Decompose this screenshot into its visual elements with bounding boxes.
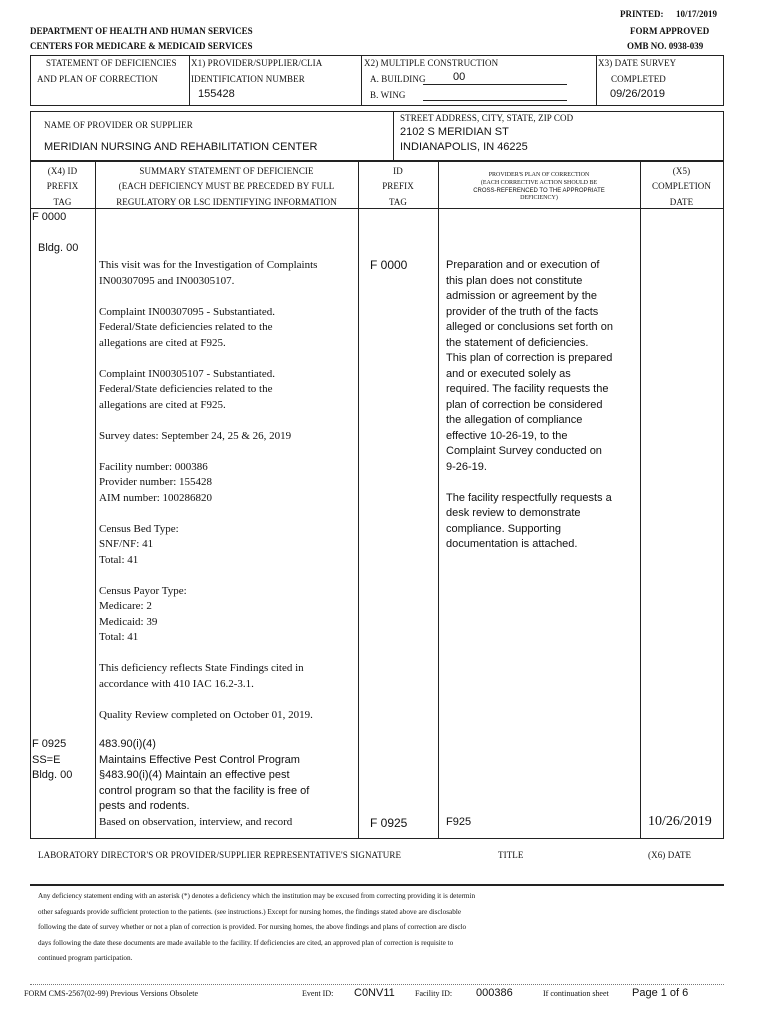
col-plan-4: DEFICIENCY) (520, 195, 558, 201)
date-survey-label-1: X3) DATE SURVEY (598, 58, 677, 68)
address-label: STREET ADDRESS, CITY, STATE, ZIP COD (400, 113, 574, 123)
row2-plan: F925 (446, 816, 472, 828)
provider-id-label-1: X1) PROVIDER/SUPPLIER/CLIA (191, 58, 323, 68)
wing-label: B. WING (370, 90, 406, 100)
col-x5-2: COMPLETION (652, 181, 711, 191)
address-line-1: 2102 S MERIDIAN ST (400, 126, 509, 138)
provider-name-value: MERIDIAN NURSING AND REHABILITATION CENTER (44, 141, 318, 153)
x6-date-label: (X6) DATE (648, 850, 692, 860)
plan-paragraph: Preparation and or execution of this plan does not constitute admission or agreement by the provider of the truth of the facts alleged or conclusions set forth on the statement of deficiencies. This plan of correction is prepared and or executed solely as required. The facility requests the plan of correction be considered the allegation of compliance effective 10-26-19, to the Complaint Survey conducted on 9-26-19. (446, 259, 613, 473)
summary-paragraph: Census Bed Type: SNF/NF: 41 Total: 41 (99, 522, 179, 566)
col-x5-1: (X5) (672, 166, 691, 176)
col-plan-2: (EACH CORRECTIVE ACTION SHOULD BE (480, 180, 598, 186)
building-label: A. BUILDING (370, 74, 426, 84)
building-value: 00 (453, 71, 466, 83)
col-x5-3: DATE (669, 197, 694, 207)
address-line-2: INDIANAPOLIS, IN 46225 (400, 141, 528, 153)
col-x4-1: (X4) ID (47, 166, 78, 176)
form-number: FORM CMS-2567(02-99) Previous Versions Obsolete (24, 989, 199, 998)
plan-paragraph: The facility respectfully requests a desk review to demonstrate compliance. Supporting documentation is attached. (446, 491, 612, 550)
event-id-value: C0NV11 (354, 987, 395, 999)
row2-completion-date: 10/26/2019 (648, 814, 712, 829)
continuation-label: If continuation sheet (543, 989, 609, 998)
col-id-3: TAG (388, 197, 408, 207)
summary-paragraph: Census Payor Type: Medicare: 2 Medicaid: 39 Total: 41 (99, 584, 187, 643)
row2-id: F 0925 (370, 816, 408, 830)
page-number: Page 1 of 6 (632, 987, 689, 999)
col-x4-3: TAG (53, 197, 72, 207)
omb-number: OMB NO. 0938-039 (627, 41, 704, 51)
centers-name: CENTERS FOR MEDICARE & MEDICAID SERVICES (30, 41, 253, 51)
date-survey-label-2: COMPLETED (611, 74, 666, 84)
printed-label: PRINTED: (620, 9, 664, 19)
provider-id-value: 155428 (198, 88, 235, 100)
form-approved: FORM APPROVED (630, 26, 710, 36)
col-x4-2: PREFIX (46, 181, 79, 191)
disclaimer-text: Any deficiency statement ending with an asterisk (*) denotes a deficiency which the institution may be excused from correcting providing it is determin other safeguards provide sufficient protection to the patients. (see instructions.) Except for nursing homes, the findings stated above are disclosable following the date of survey whether or not a plan of correction is provided. For nursing homes, the above findings and plans of correction are disclo days following the date these documents are made available to the facility. If deficiencies are cited, an approved plan of correction is requisite to continued program participation. (38, 892, 476, 962)
facility-id-label: Facility ID: (415, 989, 453, 998)
row2-summary-text: Based on observation, interview, and record (99, 816, 293, 828)
row1-id: F 0000 (370, 258, 408, 272)
row1-plan (446, 258, 638, 568)
summary-paragraph: Quality Review completed on October 01, 2019. (99, 708, 313, 721)
summary-paragraph: Survey dates: September 24, 25 & 26, 2019 (99, 429, 292, 442)
signature-rule (30, 884, 724, 886)
col-plan-3: CROSS-REFERENCED TO THE APPROPRIATE (473, 188, 605, 194)
provider-name-label: NAME OF PROVIDER OR SUPPLIER (44, 120, 193, 130)
provider-id-label-2: IDENTIFICATION NUMBER (191, 74, 305, 84)
col-plan-1: PROVIDER'S PLAN OF CORRECTION (488, 172, 590, 178)
summary-paragraph: Facility number: 000386 Provider number: 155428 AIM number: 100286820 (99, 460, 213, 504)
row1-bldg: Bldg. 00 (38, 242, 79, 254)
summary-paragraph: Complaint IN00305107 - Substantiated. Federal/State deficiencies related to the allegations are cited at F925. (99, 367, 275, 411)
col-summary-3: REGULATORY OR LSC IDENTIFYING INFORMATION (116, 197, 337, 207)
row2-summary-heading: 483.90(i)(4) Maintains Effective Pest Control Program §483.90(i)(4) Maintain an effective pest control program so that the facility is free of pests and rodents. (99, 738, 310, 812)
row2-tag: F 0925 SS=E Bldg. 00 (32, 738, 73, 781)
statement-label-1: STATEMENT OF DEFICIENCIES (46, 58, 177, 68)
footer-rule (30, 984, 724, 985)
summary-paragraph: This deficiency reflects State Findings cited in accordance with 410 IAC 16.2-3.1. (99, 662, 304, 690)
event-id-label: Event ID: (302, 989, 334, 998)
summary-paragraph: Complaint IN00307095 - Substantiated. Federal/State deficiencies related to the allegations are cited at F925. (99, 305, 275, 349)
row1-tag: F 0000 (32, 211, 67, 223)
col-id-2: PREFIX (382, 181, 414, 191)
signature-label: LABORATORY DIRECTOR'S OR PROVIDER/SUPPLIER REPRESENTATIVE'S SIGNATURE (38, 850, 402, 860)
date-survey-value: 09/26/2019 (610, 88, 666, 100)
summary-paragraph: This visit was for the Investigation of Complaints IN00307095 and IN00305107. (99, 259, 318, 287)
department-name: DEPARTMENT OF HEALTH AND HUMAN SERVICES (30, 26, 253, 36)
multiple-construction-label: X2) MULTIPLE CONSTRUCTION (364, 58, 499, 68)
statement-label-2: AND PLAN OF CORRECTION (37, 74, 158, 84)
col-summary-1: SUMMARY STATEMENT OF DEFICIENCIE (139, 166, 314, 176)
title-label: TITLE (498, 850, 524, 860)
printed-date: 10/17/2019 (676, 9, 718, 19)
col-id-1: ID (393, 166, 403, 176)
col-summary-2: (EACH DEFICIENCY MUST BE PRECEDED BY FULL (118, 181, 335, 191)
row1-summary (99, 258, 357, 739)
facility-id-value: 000386 (476, 987, 513, 999)
